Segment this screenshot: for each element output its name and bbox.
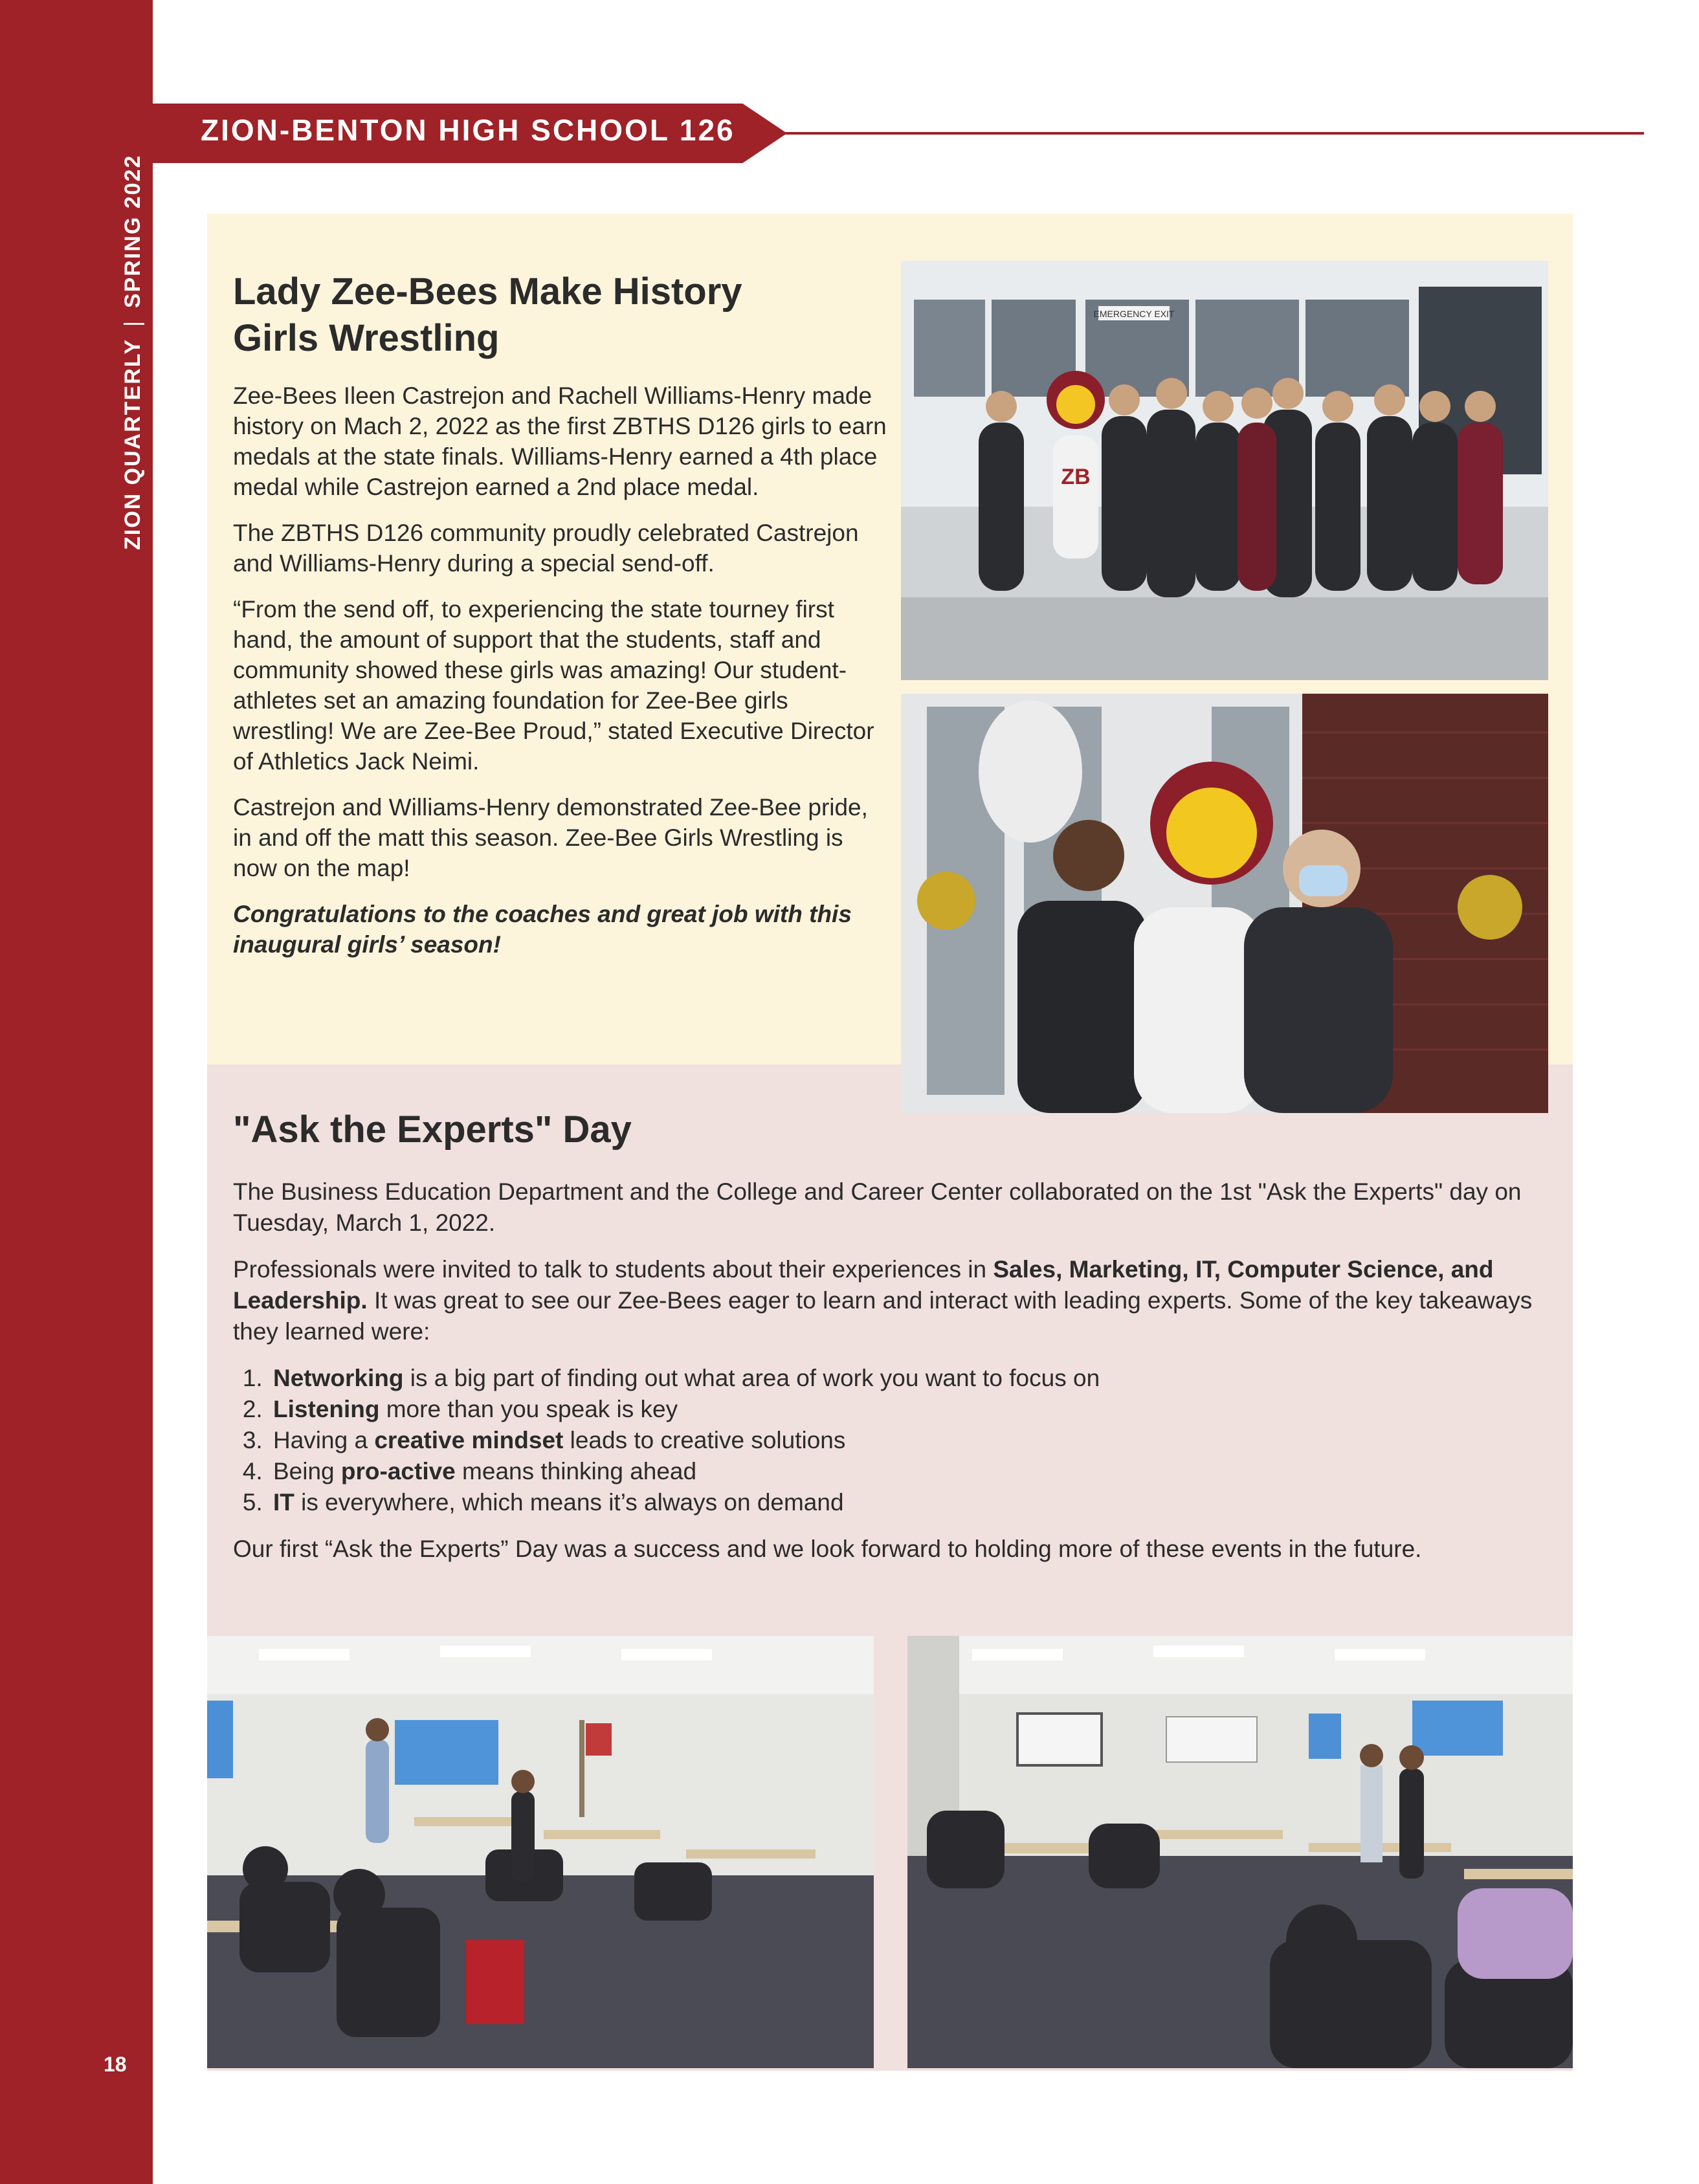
classroom-photo-left <box>207 1636 874 2068</box>
team-bus-photo <box>901 261 1548 680</box>
experts-headline: "Ask the Experts" Day <box>233 1109 632 1151</box>
experts-p2-topics: Sales, Marketing, IT, Computer Science, and Leadership. <box>233 1256 1494 1314</box>
bus-sign-text: EMERGENCY EXIT <box>1093 309 1175 319</box>
wrestling-headline <box>233 269 816 362</box>
list-item: 2. Listening more than you speak is key <box>269 1394 1547 1425</box>
wrestling-paragraph-3: “From the send off, to experiencing the state tourney first hand, the amount of support that the students, staff and community showed these girls was amazing! Our student-athletes set an amazing foundation for Zee-Bee girls wrestling! We are Zee-Bee Proud,” stated Executive Director of Athletics Jack Neimi. <box>233 596 874 775</box>
classroom-photo-right <box>907 1636 1573 2068</box>
experts-paragraph-3: Our first “Ask the Experts” Day was a success and we look forward to holding more of these events in the future. <box>233 1536 1422 1562</box>
wrestlers-mascot-photo <box>901 694 1548 1113</box>
wrestling-headline-line1: Lady Zee-Bees Make History <box>233 270 742 313</box>
list-item: 1. Networking is a big part of finding out what area of work you want to focus on <box>269 1363 1547 1394</box>
wrestling-congratulations: Congratulations to the coaches and great job with this inaugural girls’ season! <box>233 901 852 958</box>
list-item: 3. Having a creative mindset leads to creative solutions <box>269 1425 1547 1456</box>
experts-paragraph-1: The Business Education Department and the College and Career Center collaborated on the 1st "Ask the Experts" day on Tuesday, March 1, 2022. <box>233 1178 1522 1236</box>
wrestling-paragraph-1: Zee-Bees Ileen Castrejon and Rachell Williams-Henry made history on Mach 2, 2022 as the first ZBTHS D126 girls to earn medals at the state finals. Williams-Henry earned a 4th place medal while Castrejon earned a 2nd place medal. <box>233 382 887 500</box>
experts-p2-rest: It was great to see our Zee-Bees eager to learn and interact with leading experts. Some of the key takeaways they learned were: <box>233 1287 1533 1345</box>
experts-article-body <box>233 1176 1547 1580</box>
mascot-shirt-text: ZB <box>1061 465 1091 489</box>
list-item: 4. Being pro-active means thinking ahead <box>269 1456 1547 1487</box>
wrestling-article-body <box>233 381 887 975</box>
header-rule <box>783 132 1644 135</box>
sidebar-publication-label <box>120 155 146 550</box>
wrestling-headline-line2: Girls Wrestling <box>233 317 500 359</box>
sidebar-separator: | <box>120 320 145 327</box>
list-item: 5. IT is everywhere, which means it’s always on demand <box>269 1487 1547 1518</box>
takeaways-list <box>233 1363 1547 1518</box>
experts-paragraph-2 <box>233 1254 1547 1347</box>
issue-label: SPRING 2022 <box>120 154 145 309</box>
wrestling-paragraph-4: Castrejon and Williams-Henry demonstrated Zee-Bee pride, in and off the matt this season. Zee-Bee Girls Wrestling is now on the map! <box>233 794 868 881</box>
page-number: 18 <box>104 2053 127 2076</box>
wrestling-paragraph-2: The ZBTHS D126 community proudly celebrated Castrejon and Williams-Henry during a special send-off. <box>233 520 859 577</box>
school-name: ZION-BENTON HIGH SCHOOL 126 <box>201 113 735 147</box>
publication-name: ZION QUARTERLY <box>120 338 145 550</box>
experts-p2-intro: Professionals were invited to talk to students about their experiences in <box>233 1256 994 1283</box>
